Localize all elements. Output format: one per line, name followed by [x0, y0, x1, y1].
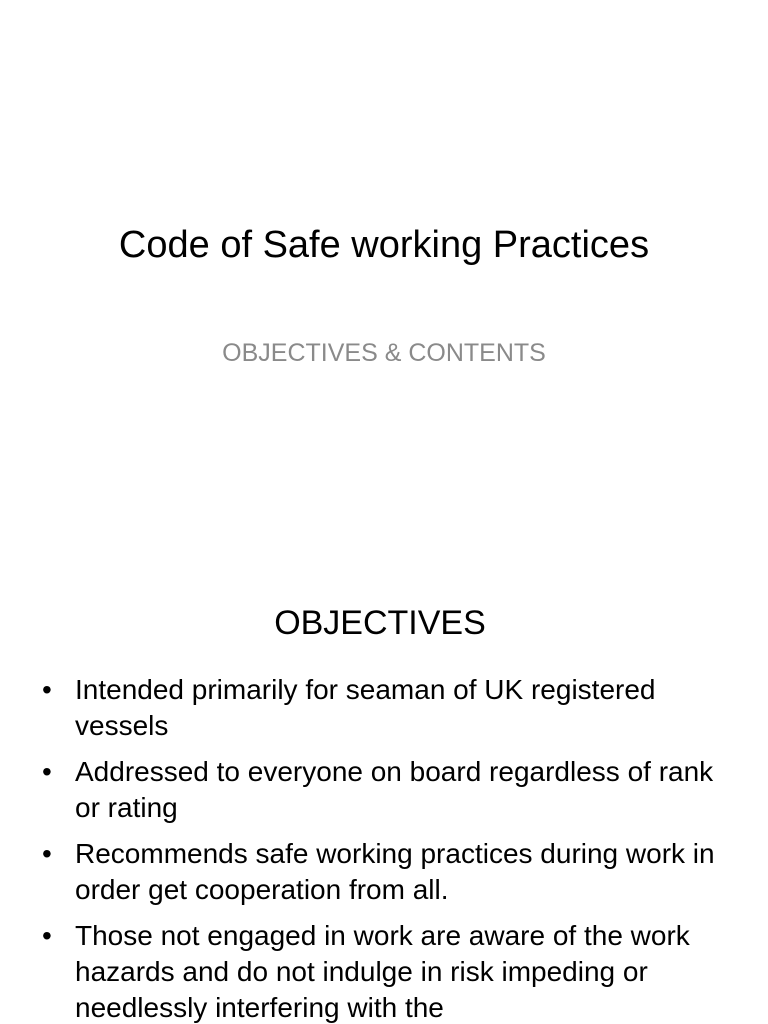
bullet-item — [42, 918, 732, 1024]
bullet-icon: • — [42, 756, 52, 787]
bullet-text: Those not engaged in work are aware of the work hazards and do not indulge in risk impeding or needlessly interfering with the — [75, 920, 690, 1023]
bullet-text: Recommends safe working practices during work in order get cooperation from all. — [75, 838, 715, 905]
bullet-list — [42, 672, 732, 1024]
bullet-item — [42, 672, 732, 744]
bullet-item — [42, 836, 732, 908]
slide-title: Code of Safe working Practices — [118, 224, 650, 266]
bullet-icon: • — [42, 674, 52, 705]
bullet-text: Addressed to everyone on board regardless of rank or rating — [75, 756, 714, 823]
bullet-item — [42, 754, 732, 826]
bullet-text: Intended primarily for seaman of UK registered vessels — [75, 674, 656, 741]
section-heading: OBJECTIVES — [274, 604, 486, 642]
objectives-slide — [0, 576, 768, 1024]
slide-subtitle: OBJECTIVES & CONTENTS — [222, 339, 546, 367]
bullet-icon: • — [42, 920, 52, 951]
bullet-icon: • — [42, 838, 52, 869]
